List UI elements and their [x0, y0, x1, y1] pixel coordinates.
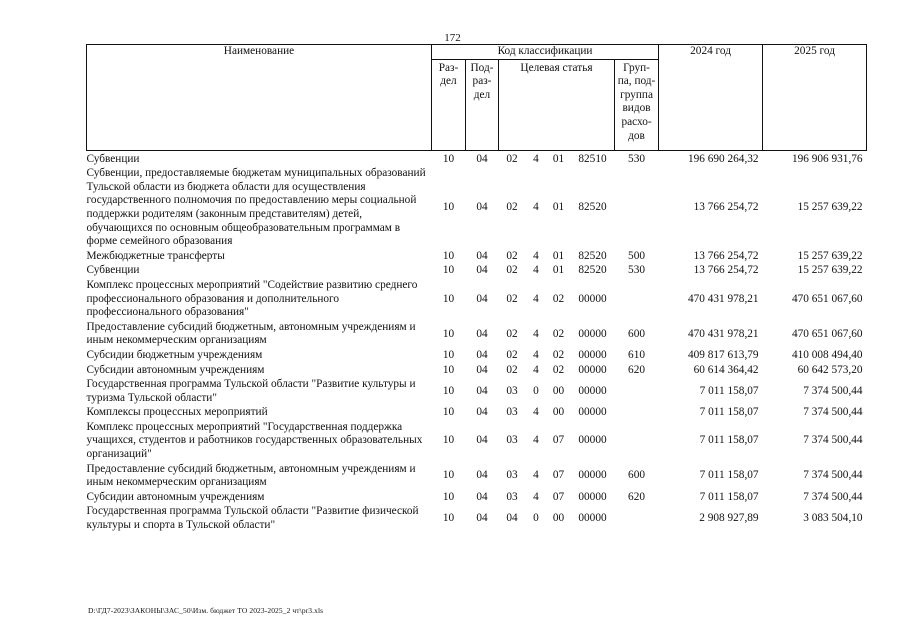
row-razdel: 10: [442, 152, 455, 165]
row-expense-group: 610: [628, 348, 645, 361]
row-target-subprogram: 01: [552, 249, 565, 262]
row-razdel: 10: [442, 434, 455, 447]
table-row: [87, 320, 867, 348]
row-target-type: 4: [533, 363, 539, 376]
row-name: Предоставление субсидий бюджетным, автономным учреждениям и иным некоммерческим организациям: [86, 320, 416, 347]
row-target-direction: 00000: [578, 327, 607, 340]
row-expense-group: [615, 377, 659, 405]
row-target-type: 4: [533, 152, 539, 165]
file-path-footer: D:\ГД7-2023\ЗАКОНЫ\ЗАС_50\Изм. бюджет ТО 2023-2025_2 чт\pr3.xls: [88, 606, 324, 615]
row-amount-2025: 7 374 500,44: [803, 490, 863, 503]
table-row: [87, 166, 867, 249]
row-target-subprogram: 02: [552, 292, 565, 305]
row-target-program: 03: [506, 490, 518, 503]
table-row: [87, 249, 867, 264]
row-amount-2024: 7 011 158,07: [699, 490, 759, 503]
row-amount-2024: 60 614 364,42: [693, 363, 759, 376]
row-expense-group: [615, 278, 659, 320]
row-target-subprogram: 01: [552, 152, 565, 165]
header-target-article: Целевая статья: [499, 59, 615, 150]
row-razdel: 10: [442, 490, 455, 503]
row-expense-group: [615, 405, 659, 420]
row-expense-group: [615, 504, 659, 532]
header-code: Код классификации: [432, 45, 659, 60]
table-row: [87, 263, 867, 278]
row-target-direction: 82520: [578, 249, 607, 262]
row-expense-group: 530: [628, 264, 645, 277]
row-name: Субсидии автономным учреждениям: [86, 363, 265, 376]
row-target-direction: 00000: [578, 406, 607, 419]
row-target-program: 02: [506, 264, 518, 277]
row-target-program: 02: [506, 249, 518, 262]
row-target-direction: 00000: [578, 490, 607, 503]
page-number: 172: [444, 32, 461, 44]
row-amount-2025: 470 651 067,60: [791, 327, 863, 340]
row-razdel: 10: [442, 201, 455, 214]
row-target-direction: 82520: [578, 201, 607, 214]
row-amount-2025: 15 257 639,22: [797, 201, 863, 214]
row-name: Государственная программа Тульской области "Развитие физической культуры и спорта в Тульской области": [86, 505, 419, 532]
header-expense-group: Груп- па, под- группа видов расхо- дов: [615, 59, 659, 150]
row-amount-2025: 410 008 494,40: [791, 348, 863, 361]
row-amount-2024: 409 817 613,79: [687, 348, 759, 361]
row-razdel: 10: [442, 363, 455, 376]
row-razdel: 10: [442, 512, 455, 525]
row-amount-2025: 7 374 500,44: [803, 469, 863, 482]
row-podrazdel: 04: [476, 327, 488, 340]
row-target-type: 4: [533, 264, 539, 277]
row-target-type: 4: [533, 249, 539, 262]
row-target-subprogram: 01: [552, 201, 565, 214]
row-podrazdel: 04: [476, 384, 488, 397]
row-target-program: 03: [506, 434, 518, 447]
table-body: [87, 150, 867, 533]
row-target-direction: 00000: [578, 512, 607, 525]
row-expense-group: 600: [628, 469, 645, 482]
row-amount-2024: 196 690 264,32: [687, 152, 759, 165]
table-row: [87, 420, 867, 462]
row-name: Субвенции: [86, 264, 140, 277]
row-target-direction: 00000: [578, 363, 607, 376]
row-name: Субвенции, предоставляемые бюджетам муниципальных образований Тульской области из бюджета области для осуществления государственного полномочия по предоставлению меры социальной поддержки родителям (законным представителям) детей, обучающихся по основным общеобразовательным программам в форме семейного образования: [86, 167, 426, 248]
row-target-program: 03: [506, 469, 518, 482]
row-target-program: 02: [506, 152, 518, 165]
row-name: Предоставление субсидий бюджетным, автономным учреждениям и иным некоммерческим организациям: [86, 462, 416, 489]
row-target-subprogram: 07: [552, 434, 565, 447]
row-amount-2025: 15 257 639,22: [797, 264, 863, 277]
row-podrazdel: 04: [476, 152, 488, 165]
table-row: [87, 363, 867, 378]
row-name: Субвенции: [86, 152, 140, 165]
row-target-program: 04: [506, 512, 518, 525]
row-expense-group: [615, 420, 659, 462]
row-target-subprogram: 07: [552, 490, 565, 503]
row-razdel: 10: [442, 264, 455, 277]
row-target-type: 4: [533, 327, 539, 340]
row-target-program: 02: [506, 327, 518, 340]
row-razdel: 10: [442, 384, 455, 397]
row-name: Межбюджетные трансферты: [86, 249, 225, 262]
table-row: [87, 377, 867, 405]
budget-table: [86, 44, 867, 533]
row-amount-2024: 7 011 158,07: [699, 434, 759, 447]
row-podrazdel: 04: [476, 348, 488, 361]
row-target-subprogram: 00: [552, 384, 565, 397]
row-expense-group: 530: [628, 152, 645, 165]
row-podrazdel: 04: [476, 469, 488, 482]
row-amount-2024: 7 011 158,07: [699, 384, 759, 397]
row-amount-2024: 470 431 978,21: [687, 327, 759, 340]
row-target-subprogram: 02: [552, 327, 565, 340]
header-razdel: Раз- дел: [432, 59, 466, 150]
row-target-program: 03: [506, 384, 518, 397]
row-podrazdel: 04: [476, 512, 488, 525]
row-amount-2025: 7 374 500,44: [803, 384, 863, 397]
row-podrazdel: 04: [476, 201, 488, 214]
row-target-direction: 00000: [578, 292, 607, 305]
row-name: Субсидии бюджетным учреждениям: [86, 348, 263, 361]
row-target-program: 03: [506, 406, 518, 419]
row-amount-2024: 2 908 927,89: [699, 512, 759, 525]
row-razdel: 10: [442, 249, 455, 262]
header-year-2025: 2025 год: [763, 45, 867, 151]
row-razdel: 10: [442, 292, 455, 305]
row-expense-group: 600: [628, 327, 645, 340]
row-amount-2024: 7 011 158,07: [699, 406, 759, 419]
row-amount-2025: 470 651 067,60: [791, 292, 863, 305]
row-target-subprogram: 02: [552, 348, 565, 361]
row-target-direction: 00000: [578, 384, 607, 397]
row-amount-2025: 3 083 504,10: [803, 512, 863, 525]
row-target-direction: 00000: [578, 348, 607, 361]
row-target-type: 4: [533, 348, 539, 361]
table-row: [87, 462, 867, 490]
row-amount-2024: 470 431 978,21: [687, 292, 759, 305]
row-target-direction: 82520: [578, 264, 607, 277]
row-target-direction: 00000: [578, 434, 607, 447]
row-podrazdel: 04: [476, 363, 488, 376]
table-row: [87, 490, 867, 505]
row-podrazdel: 04: [476, 249, 488, 262]
row-podrazdel: 04: [476, 406, 488, 419]
row-podrazdel: 04: [476, 292, 488, 305]
row-target-program: 02: [506, 201, 518, 214]
row-amount-2024: 13 766 254,72: [693, 249, 759, 262]
row-target-direction: 82510: [578, 152, 607, 165]
row-target-type: 4: [533, 490, 539, 503]
row-target-type: 4: [533, 469, 539, 482]
row-target-type: 0: [533, 384, 539, 397]
table-row: [87, 348, 867, 363]
header-name: Наименование: [87, 45, 432, 151]
row-target-type: 4: [533, 292, 539, 305]
row-expense-group: 620: [628, 490, 645, 503]
row-razdel: 10: [442, 469, 455, 482]
row-amount-2025: 15 257 639,22: [797, 249, 863, 262]
row-name: Субсидии автономным учреждениям: [86, 490, 265, 503]
row-podrazdel: 04: [476, 490, 488, 503]
table-row: [87, 278, 867, 320]
row-expense-group: [615, 166, 659, 249]
row-target-type: 4: [533, 434, 539, 447]
row-amount-2024: 7 011 158,07: [699, 469, 759, 482]
row-target-type: 4: [533, 406, 539, 419]
row-target-subprogram: 00: [552, 512, 565, 525]
row-target-type: 4: [533, 201, 539, 214]
row-podrazdel: 04: [476, 434, 488, 447]
row-expense-group: 500: [628, 249, 645, 262]
row-target-subprogram: 01: [552, 264, 565, 277]
row-target-program: 02: [506, 292, 518, 305]
row-name: Комплекс процессных мероприятий "Государственная поддержка учащихся, студентов и работников государственных образовательных организаций": [86, 420, 423, 461]
row-target-program: 02: [506, 363, 518, 376]
row-amount-2024: 13 766 254,72: [693, 264, 759, 277]
row-target-subprogram: 07: [552, 469, 565, 482]
table-row: [87, 150, 867, 166]
table-row: [87, 504, 867, 532]
header-podrazdel: Под- раз- дел: [466, 59, 499, 150]
row-target-direction: 00000: [578, 469, 607, 482]
row-amount-2024: 13 766 254,72: [693, 201, 759, 214]
row-podrazdel: 04: [476, 264, 488, 277]
row-razdel: 10: [442, 327, 455, 340]
row-amount-2025: 7 374 500,44: [803, 406, 863, 419]
row-amount-2025: 7 374 500,44: [803, 434, 863, 447]
row-name: Комплексы процессных мероприятий: [86, 406, 268, 419]
row-name: Комплекс процессных мероприятий "Содействие развитию среднего профессионального образования и дополнительного профессионального образования": [86, 278, 418, 319]
row-razdel: 10: [442, 348, 455, 361]
header-year-2024: 2024 год: [659, 45, 763, 151]
row-target-subprogram: 00: [552, 406, 565, 419]
row-target-subprogram: 02: [552, 363, 565, 376]
row-target-type: 0: [533, 512, 539, 525]
row-expense-group: 620: [628, 363, 645, 376]
row-name: Государственная программа Тульской области "Развитие культуры и туризма Тульской области": [86, 378, 416, 404]
table-row: [87, 405, 867, 420]
row-razdel: 10: [442, 406, 455, 419]
row-target-program: 02: [506, 348, 518, 361]
row-amount-2025: 196 906 931,76: [791, 152, 863, 165]
row-amount-2025: 60 642 573,20: [797, 363, 863, 376]
